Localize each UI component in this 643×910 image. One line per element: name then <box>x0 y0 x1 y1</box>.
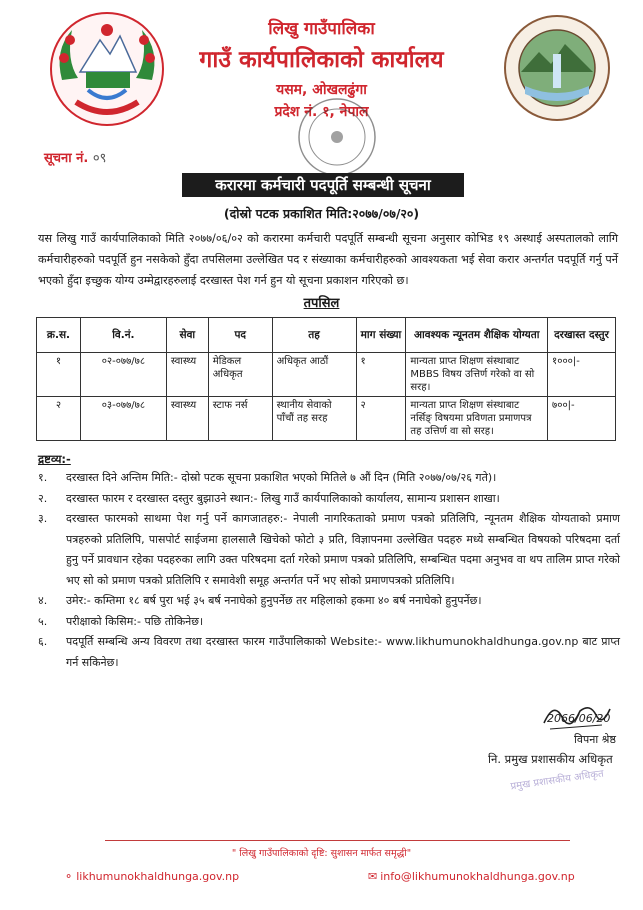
email-text: info@likhumunokhaldhunga.gov.np <box>380 870 575 883</box>
notice-title: करारमा कर्मचारी पदपूर्ति सम्बन्धी सूचना <box>182 173 464 197</box>
table-cell: १०००|- <box>548 353 616 397</box>
list-item <box>34 509 620 591</box>
publication-date: (दोस्रो पटक प्रकाशित मिति:२०७७/०७/२०) <box>223 206 420 221</box>
note-number: ६. <box>38 635 48 648</box>
office-name: गाउँ कार्यपालिकाको कार्यालय <box>199 47 444 73</box>
col-header: सेवा <box>166 318 208 353</box>
col-header: दरखास्त दस्तुर <box>548 318 616 353</box>
note-text: दरखास्त दिने अन्तिम मिति:- दोस्रो पटक सूचना प्रकाशित भएको मितिले ७ औं दिन (मिति २०७७/०७/२६ गते)। <box>66 471 497 484</box>
signer-name: विपना श्रेष्ठ <box>574 733 616 746</box>
intro-paragraph: यस लिखु गाउँ कार्यपालिकाको मिति २०७७/०६/०२ को करारमा कर्मचारी पदपूर्ति सम्बन्धी सूचना अनुसार कोभिड १९ अस्थाई अस्पतालको लागि कर्मचारीहरुको पदपूर्ति हुन नसकेको हुँदा तपसिलमा उल्लेखित पद र संख्याका कर्मचारीहरुको आवश्यकता भई सेवा करार अन्तर्गत पदपूर्ति गर्नु पर्ने भएको हुँदा इच्छुक योग्य उम्मेद्वारहरुलाई दरखास्त पेश गर्न हुन यो सूचना प्रकाशन गरिएको छ। <box>38 232 618 287</box>
col-header: तह <box>272 318 356 353</box>
table-cell: १ <box>356 353 406 397</box>
note-text: परीक्षाको किसिम:- पछि तोकिनेछ। <box>66 614 204 628</box>
table-cell: मान्यता प्राप्त शिक्षण संस्थाबाट नर्सिङ् विषयमा प्रविणता प्रमाणपत्र तह उत्तिर्ण वा सो सरह। <box>406 397 548 441</box>
table-cell: २ <box>356 397 406 441</box>
table-cell: ०२-०७७/७८ <box>80 353 166 397</box>
office-address: यसम, ओखलढुंगा <box>276 82 367 98</box>
office-stamp-icon <box>296 96 378 178</box>
signer-title: नि. प्रमुख प्रशासकीय अधिकृत <box>488 752 613 766</box>
col-header: क्र.स. <box>37 318 81 353</box>
footer-slogan: " लिखु गाउँपालिकाको दृष्टि: सुशासन मार्फत समृद्धी" <box>231 848 412 859</box>
notes-heading: द्रष्टव्य:- <box>38 452 71 466</box>
table-cell: स्वास्थ्य <box>166 353 208 397</box>
table-cell: ०३-०७७/७८ <box>80 397 166 441</box>
municipality-name: लिखु गाउँपालिका <box>268 19 375 39</box>
table-row <box>37 397 616 441</box>
col-header: माग संख्या <box>356 318 406 353</box>
globe-icon: ⚬ <box>64 870 74 883</box>
list-item <box>34 468 620 489</box>
notes-list <box>34 468 620 673</box>
list-item <box>34 591 620 612</box>
table-row <box>37 353 616 397</box>
province-line: प्रदेश नं. १, नेपाल <box>274 104 369 120</box>
table-header-row <box>37 318 616 353</box>
signature-seal: प्रमुख प्रशासकीय अधिकृत <box>509 768 605 793</box>
vacancy-table <box>36 317 616 441</box>
footer-email[interactable] <box>368 870 575 883</box>
note-text: पदपूर्ति सम्बन्धि अन्य विवरण तथा दरखास्त फारम गाउँपालिकाको Website:- www.likhumunokhaldhunga.gov.np बाट प्राप्त गर्न सकिनेछ। <box>66 635 620 669</box>
list-item <box>34 612 620 633</box>
note-number: २. <box>38 491 48 505</box>
col-header: पद <box>208 318 272 353</box>
table-cell: स्टाफ नर्स <box>208 397 272 441</box>
note-number: १. <box>38 471 48 484</box>
note-number: ५. <box>38 614 48 628</box>
list-item <box>34 632 620 673</box>
signature-date: 2066/06/20 <box>547 712 611 725</box>
table-cell: १ <box>37 353 81 397</box>
col-header: आवश्यक न्यूनतम शैक्षिक योग्यता <box>406 318 548 353</box>
note-number: ३. <box>38 512 48 525</box>
note-text: उमेर:- कम्तिमा १८ बर्ष पुरा भई ३५ बर्ष ननाघेको हुनुपर्नेछ तर महिलाको हकमा ४० बर्ष ननाघेको हुनुपर्नेछ। <box>66 594 482 607</box>
table-cell: ७००|- <box>548 397 616 441</box>
table-cell: स्थानीय सेवाको पाँचौं तह सरह <box>272 397 356 441</box>
table-cell: मान्यता प्राप्त शिक्षण संस्थाबाट MBBS विषय उत्तिर्ण गरेको वा सो सरह। <box>406 353 548 397</box>
table-cell: स्वास्थ्य <box>166 397 208 441</box>
note-number: ४. <box>38 594 48 607</box>
website-text: likhumunokhaldhunga.gov.np <box>76 870 240 883</box>
list-item <box>34 489 620 510</box>
notice-number-value: ०९ <box>92 151 107 166</box>
notice-number-label: सूचना नं. <box>44 151 93 166</box>
col-header: वि.नं. <box>80 318 166 353</box>
notice-number <box>44 148 106 166</box>
table-cell: २ <box>37 397 81 441</box>
footer-website[interactable] <box>64 870 239 883</box>
note-text: दरखास्त फारमको साथमा पेश गर्नु पर्ने कागजातहरु:- नेपाली नागरिकताको प्रमाण पत्रको प्रतिलिपि, न्यूनतम शैक्षिक योग्यताको प्रमाण पत्रहरुको प्रतिलिपि, पासपोर्ट साईजमा हालसालै खिचेको फोटो ३ प्रति, विज्ञापनमा उल्लेखित पदहरु मध्ये सम्बन्धित विषयको परिषदमा दर्ता हुनु पर्ने प्रावधान रहेका पदहरुका लागि उक्त परिषदमा दर्ता गरेको प्रमाण पत्रको प्रतिलिपि, सम्बन्धित पदमा अनुभव वा थप तालिम प्राप्त गरेको भए सो को प्रमाण पत्रको प्रतिलिपि र समावेशी समूह अन्तर्गत पर्ने भए सोको प्रमाणपत्रको प्रतिलिपि। <box>66 512 620 587</box>
table-cell: मेडिकल अधिकृत <box>208 353 272 397</box>
table-heading: तपसिल <box>303 296 340 311</box>
table-cell: अधिकृत आठौं <box>272 353 356 397</box>
footer-divider <box>105 840 570 841</box>
envelope-icon: ✉ <box>368 870 378 883</box>
note-text: दरखास्त फारम र दरखास्त दस्तुर बुझाउने स्थान:- लिखु गाउँ कार्यपालिकाको कार्यालय, सामान्य प्रशासन शाखा। <box>66 491 500 505</box>
